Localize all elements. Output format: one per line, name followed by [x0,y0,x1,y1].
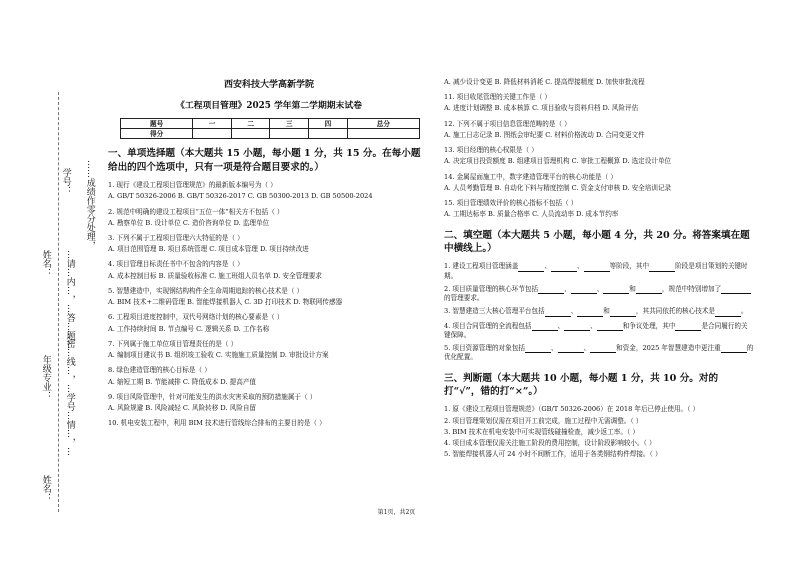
answer-blank[interactable] [675,322,701,331]
answer-blank[interactable] [610,307,636,316]
fill-text: 、 [596,284,604,293]
cell: 二 [231,119,270,129]
answer-blank[interactable] [558,344,584,353]
side-notice-3: …密…线…，…学号…情…，… [64,330,75,456]
question: 2. 规范中明确的建设工程项目“五位一体”相关方不包括（ ） [108,207,284,216]
options: A. 施工日志记录 B. 图纸会审纪要 C. 材料价格波动 D. 合同变更文件 [444,130,645,139]
fill-text: 2. 项目质量管理的核心环节包括 [444,284,539,293]
cell[interactable] [193,129,232,139]
fill-text: 、 [583,344,591,353]
options: A. GB/T 50326-2006 B. GB/T 50326-2017 C. GB 50300-2013 D. GB 50500-2024 [108,192,373,201]
cell: 总分 [347,119,419,129]
answer-blank[interactable] [603,285,629,294]
cell[interactable] [231,129,270,139]
options: A. 成本控制目标 B. 质量验收标准 C. 施工班组人员名单 D. 安全管理要求 [108,271,322,280]
options: A. 勘察单位 B. 设计单位 C. 造价咨询单位 D. 监理单位 [108,218,270,227]
fill-text: 、 [564,284,571,293]
fill-question [444,307,754,316]
question: 3. 下列不属于工程项目管理六大特征的是（ ） [108,233,244,242]
options: A. 人员考勤管理 B. 自动化下料与精度控制 C. 资金支付审核 D. 安全培训记录 [444,183,672,192]
fill-question [444,344,754,361]
section-1-continued [444,78,754,219]
options: A. 项目范围管理 B. 项目系统管理 C. 项目成本管理 D. 项目持续改进 [108,245,309,254]
question: 10. 机电安装工程中，利用 BIM 技术进行管线综合排布的主要目的是（ ） [108,419,326,428]
fill-text: 和 [629,284,636,293]
fill-text: 、 [570,307,578,316]
answer-blank[interactable] [597,322,623,331]
cell[interactable] [309,129,348,139]
answer-blank[interactable] [551,262,577,271]
school-name: 西安科技大学高新学院 [223,80,314,90]
section-3-title: 三、判断题（本大题共 10 小题，每小题 1 分，共 10 分。对的打“√”，错的打“×”。） [444,372,719,398]
options: A. 进度计划调整 B. 成本核算 C. 项目验收与资料归档 D. 风险评估 [444,104,639,113]
fill-text: 5. 项目资源管理的对象包括 [444,344,525,353]
judge-question: 1. 原《建设工程项目管理规范》（GB/T 50326-2006）在 2018 年后已停止使用。（ ） [444,405,700,414]
fill-text: 。 [741,307,748,316]
fill-text: 的管理要求。 [444,294,484,303]
answer-blank[interactable] [636,285,662,294]
fill-text: 、 [590,321,597,330]
fill-text: ，规范中特别增加了 [661,284,722,293]
question: 12. 下列不属于项目信息管理范畴的是（ ） [444,119,571,128]
fill-question [444,285,754,302]
question: 15. 项目管理绩效评价的核心指标不包括（ ） [444,199,578,208]
answer-blank[interactable] [584,262,610,271]
options: A. 编制项目建议书 B. 组织竣工验收 C. 实施施工质量控制 D. 审批设计方案 [108,351,329,360]
fill-text: 4. 项目合同管理的全流程包括 [444,321,532,330]
answer-blank[interactable] [532,322,558,331]
answer-blank[interactable] [518,262,544,271]
answer-blank[interactable] [577,307,603,316]
options: A. 决定项目投资额度 B. 组建项目管理机构 C. 审批工程概算 D. 选定设计单位 [444,157,672,166]
fill-text: 等阶段，其中 [609,262,650,271]
fill-text: 阶段是项目策划的关键时期。 [444,262,748,280]
fill-text: 和资金，2025 年智慧建造中更注重 [616,344,721,353]
options: A. 工期达标率 B. 质量合格率 C. 人员流动率 D. 成本节约率 [444,210,619,219]
question: 13. 项目经理的核心权限是（ ） [444,146,538,155]
judge-question: 2. 项目管理策划仅需在项目开工前完成，施工过程中无需调整。（ ） [444,416,643,425]
fill-question [444,322,754,339]
judge-question: 3. BIM 技术在机电安装中可实现管线碰撞检查，减少返工率。（ ） [444,427,639,436]
section-2-list [444,262,754,361]
fill-text: 1. 建设工程项目管理涵盖 [444,262,519,271]
question: 11. 项目收尾管理的关键工作是（ ） [444,93,551,102]
question: 5. 智慧建造中，实现钢结构构件全生命周期追踪的核心技术是（ ） [108,286,304,295]
fill-text: 、 [550,344,558,353]
cell: 得分 [121,129,193,139]
section-3-list [444,405,754,458]
major-label: 年级专业： [40,355,51,400]
options: A. 风险规避 B. 风险减轻 C. 风险转移 D. 风险自留 [108,404,257,413]
fill-text: 、 [576,262,584,271]
right-column [444,78,754,461]
fill-text: 和 [603,307,610,316]
cell: 四 [309,119,348,129]
page-number: 第1页，共2页 [377,509,416,516]
fill-text: 的优化配置。 [444,344,754,362]
left-column [108,78,430,431]
answer-blank[interactable] [525,344,551,353]
score-table-header [121,119,420,129]
fill-text: 是合同履行的关键保障。 [444,321,748,339]
answer-blank[interactable] [571,285,597,294]
section-2-title: 二、填空题（本大题共 5 小题，每小题 4 分，共 20 分。将答案填在题中横线上。） [444,229,750,255]
answer-blank[interactable] [721,344,747,353]
section-1-list [108,181,430,427]
judge-question: 5. 智能焊接机器人可 24 小时不间断工作，适用于各类钢结构件焊接。（ ） [444,450,662,459]
side-notice-2: …请…内…，…答…题… [64,250,75,349]
question: 8. 绿色建造管理的核心目标是（ ） [108,366,211,375]
answer-blank[interactable] [590,344,616,353]
exam-title: 《工程项目管理》2025 学年第二学期期末试卷 [176,101,362,112]
answer-blank[interactable] [538,285,564,294]
name-bottom-label: 姓名： [40,475,51,502]
binding-line [58,92,59,512]
student-id-label: 学号： [60,168,71,195]
cell[interactable] [347,129,419,139]
fill-text: 3. 智慧建造三大核心管理平台包括 [444,307,545,316]
answer-blank[interactable] [649,262,675,271]
fill-text: 和争议处理，其中 [622,321,676,330]
fill-question [444,262,754,279]
question: 7. 下列属于施工单位项目管理责任的是（ ） [108,339,238,348]
answer-blank[interactable] [715,307,741,316]
score-table-row [121,129,420,139]
cell[interactable] [270,129,309,139]
name-label: 姓名： [40,250,51,277]
side-notice: ……成绩作零分处理， [84,160,95,250]
fill-text: ，其共同依托的核心技术是 [635,307,716,316]
answer-blank[interactable] [721,285,751,294]
options: A. 工作持续时间 B. 节点编号 C. 逻辑关系 D. 工作名称 [108,324,270,333]
cell: 题号 [121,119,193,129]
section-1-title: 一、单项选择题（本大题共 15 小题，每小题 1 分，共 15 分。在每小题给出的四个选项中，只有一项是符合题目要求的。） [108,148,421,174]
question: 6. 工程项目进度控制中，双代号网络计划的核心要素是（ ） [108,313,284,322]
fill-text: 、 [557,321,565,330]
options: A. BIM 技术+二维码管理 B. 智能焊接机器人 C. 3D 打印技术 D. 物联网传感器 [108,298,343,307]
options: A. 缩短工期 B. 节能减排 C. 降低成本 D. 提高产值 [108,377,257,386]
judge-question: 4. 项目成本管理仅需关注施工阶段的费用控制，设计阶段影响较小。（ ） [444,439,656,448]
cell: 三 [270,119,309,129]
score-table [120,118,420,139]
cell: 一 [193,119,232,129]
fill-text: 、 [544,262,551,271]
question: 14. 金属屋面施工中，数字建造管理平台的核心功能是（ ） [444,172,617,181]
answer-blank[interactable] [564,322,590,331]
question: 1. 现行《建设工程项目管理规范》的最新版本编号为（ ） [108,181,277,190]
answer-blank[interactable] [545,307,571,316]
question: A. 减少设计变更 B. 降低材料消耗 C. 提高焊接精度 D. 加快审批流程 [444,78,645,86]
question: 4. 项目管理目标责任书中不包含的内容是（ ） [108,260,244,269]
question: 9. 项目风险管理中，针对可能发生的洪水灾害采取的预防措施属于（ ） [108,392,317,401]
